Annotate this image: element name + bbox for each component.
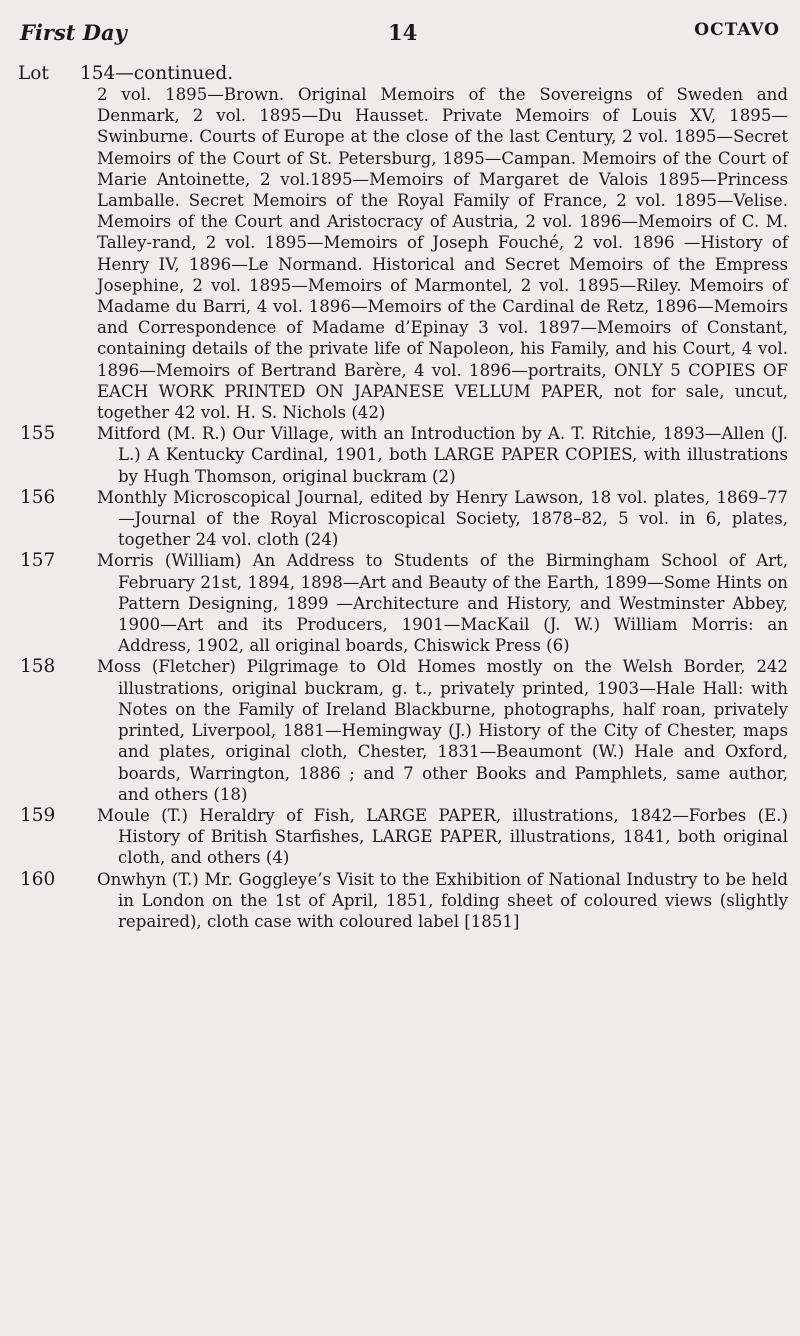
continued-heading	[18, 63, 788, 85]
page-number: 14	[388, 20, 418, 45]
lot-entry-continued	[18, 84, 788, 423]
lot-description: Monthly Microscopical Journal, edited by Henry Lawson, 18 vol. plates, 1869–77—Journal of the Royal Microscopical Society, 1878–82, 5 vol. in 6, plates, together 24 vol. cloth (24)	[97, 487, 788, 550]
lot-description: Moule (T.) Heraldry of Fish, LARGE PAPER, illustrations, 1842—Forbes (E.) History of British Starfishes, LARGE PAPER, illustrations, 1841, both original cloth, and others (4)	[97, 805, 788, 868]
lot-number: 156	[20, 486, 56, 508]
lot-entry	[18, 869, 788, 933]
lot-description: Morris (William) An Address to Students of the Birmingham School of Art, February 21st, 1894, 1898—Art and Beauty of the Earth, 1899—Some Hints on Pattern Designing, 1899 —Architecture and History, and Westminster Abbey, 1900—Art and its Producers, 1901—MacKail (J. W.) William Morris: an Address, 1902, all original boards, Chiswick Press (6)	[97, 551, 788, 656]
lot-description: 2 vol. 1895—Brown. Original Memoirs of the Sovereigns of Sweden and Denmark, 2 vol. 1895—Du Hausset. Private Memoirs of Louis XV, 1895—Swinburne. Courts of Europe at the close of the last Century, 2 vol. 1895—Secret Memoirs of the Court of St. Petersburg, 1895—Campan. Memoirs of the Court of Marie Antoinette, 2 vol.1895—Memoirs of Margaret de Valois 1895—Princess Lamballe. Secret Memoirs of the Royal Family of France, 2 vol. 1895—Velise. Memoirs of the Court and Aristocracy of Austria, 2 vol. 1896—Memoirs of C. M. Talley-rand, 2 vol. 1895—Memoirs of Joseph Fouché, 2 vol. 1896 —History of Henry IV, 1896—Le Normand. Historical and Secret Memoirs of the Empress Josephine, 2 vol. 1895—Memoirs of Marmontel, 2 vol. 1895—Riley. Memoirs of Madame du Barri, 4 vol. 1896—Memoirs of the Cardinal de Retz, 1896—Memoirs and Correspondence of Madame d’Epinay 3 vol. 1897—Memoirs of Constant, containing details of the private life of Napoleon, his Family, and his Court, 4 vol. 1896—Memoirs of Bertrand Barère, 4 vol. 1896—portraits, ONLY 5 COPIES OF EACH WORK PRINTED ON JAPANESE VELLUM PAPER, not for sale, uncut, together 42 vol. H. S. Nichols (42)	[97, 85, 788, 423]
lot-entry	[18, 487, 788, 551]
lot-label: Lot	[18, 63, 49, 84]
lot-description: Moss (Fletcher) Pilgrimage to Old Homes mostly on the Welsh Border, 242 illustrations, original buckram, g. t., privately printed, 1903—Hale Hall: with Notes on the Family of Ireland Blackburne, photographs, half roan, privately printed, Liverpool, 1881—Hemingway (J.) History of the City of Chester, maps and plates, original cloth, Chester, 1831—Beaumont (W.) Hale and Oxford, boards, Warrington, 1886 ; and 7 other Books and Pamphlets, same author, and others (18)	[97, 657, 788, 804]
format-label: OCTAVO	[694, 20, 780, 40]
lot-entry	[18, 656, 788, 804]
lot-description: Mitford (M. R.) Our Village, with an Introduction by A. T. Ritchie, 1893—Allen (J. L.) A Kentucky Cardinal, 1901, both LARGE PAPER COPIES, with illustrations by Hugh Thomson, original buckram (2)	[97, 424, 788, 486]
lot-entry	[18, 423, 788, 487]
continued-lot-number: 154—continued.	[80, 63, 234, 84]
lot-entry	[18, 550, 788, 656]
lot-number: 160	[20, 868, 56, 890]
running-title: First Day	[20, 20, 127, 45]
lot-number: 159	[20, 804, 56, 826]
page-header	[20, 20, 780, 50]
lot-description: Onwhyn (T.) Mr. Goggleye’s Visit to the Exhibition of National Industry to be held in London on the 1st of April, 1851, folding sheet of coloured views (slightly repaired), cloth case with coloured label [1851]	[97, 869, 788, 931]
lot-number: 155	[20, 423, 56, 445]
lot-list	[18, 63, 788, 932]
lot-number: 158	[20, 656, 56, 678]
lot-number: 157	[20, 550, 56, 572]
lot-entry	[18, 805, 788, 869]
